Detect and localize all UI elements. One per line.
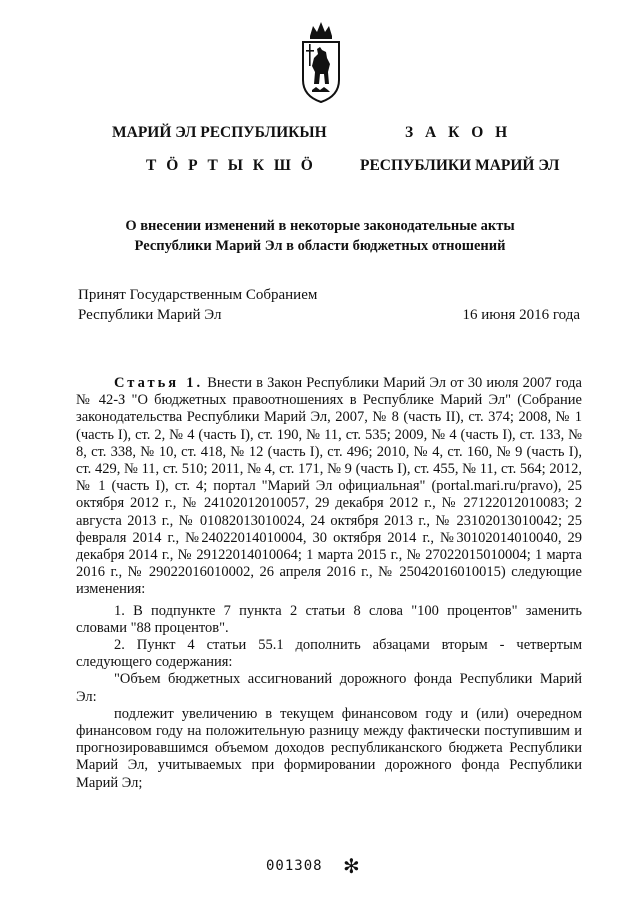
article-item1: 1. В подпункте 7 пункта 2 статьи 8 слова "100 процентов" заменить словами "88 процентов". [76,602,582,636]
article-body [76,375,582,792]
article-intro: Внести в Закон Республики Марий Эл от 30 июля 2007 года № 42-З "О бюджетных правоотношениях в Республике Марий Эл" (Собрание законодательства Республики Марий Эл, 2007, № 8 (часть II), ст. 374; 2008, № 1 (часть I), ст. 2, № 4 (часть I), ст. 190, № 11, ст. 535; 2009, № 4 (часть I), ст. 133, № 8, ст. 338, № 10, ст. 418, № 12 (часть I), ст. 496; 2010, № 4, ст. 160, № 9 (часть I), ст. 429, № 11, ст. 510; 2011, № 4, ст. 171, № 9 (часть I), ст. 455, № 11, ст. 564; 2012, № 1 (часть I), ст. 4; портал "Марий Эл официальная" (portal.mari.ru/pravo), 25 октября 2012 г., № 24102012010057, 29 декабря 2012 г., № 27122012010083; 2 августа 2013 г., № 01082013010024, 24 октября 2013 г., № 23102013010042; 25 февраля 2014 г., №24022014010004, 30 октября 2014 г., №30102014010040, 29 декабря 2014 г., № 29122014010064; 1 марта 2015 г., № 27022015010004; 1 марта 2016 г., № 29022016010002, 26 апреля 2016 г., № 25042016010015) следующие изменения: [76,375,582,598]
header-right-line2: РЕСПУБЛИКИ МАРИЙ ЭЛ [360,157,560,174]
article-quote1: "Объем бюджетных ассигнований дорожного фонда Республики Марий Эл: [76,671,582,705]
footer-mark: ✻ [343,856,360,878]
document-title [60,216,580,256]
document-number: 001308 [266,858,323,874]
article-quote2: подлежит увеличению в текущем финансовом году и (или) очередном финансовом году на положительную разницу между фактически поступившим и прогнозировавшимся объемом доходов республиканского бюджета Республики Марий Эл, учитываемых при формировании дорожного фонда Республики Марий Эл; [76,705,582,791]
adoption-block [78,285,580,325]
adoption-line2: Республики Марий Эл [78,307,222,323]
title-line1: О внесении изменений в некоторые законодательные акты [125,218,515,234]
header-right-line1: З А К О Н [405,124,512,141]
adoption-date: 16 июня 2016 года [462,307,580,323]
article-heading: Статья 1. [114,375,204,391]
coat-of-arms-emblem [300,14,342,104]
adoption-line1: Принят Государственным Собранием [78,287,318,303]
header-left-line2: Т Ӧ Р Т Ы К Ш Ӧ [146,157,316,174]
article-item2: 2. Пункт 4 статьи 55.1 дополнить абзацами вторым - четвертым следующего содержания: [76,637,582,671]
title-line2: Республики Марий Эл в области бюджетных отношений [134,238,506,254]
header-left-line1: МАРИЙ ЭЛ РЕСПУБЛИКЫН [112,124,327,141]
article-intro-paragraph [76,375,582,599]
